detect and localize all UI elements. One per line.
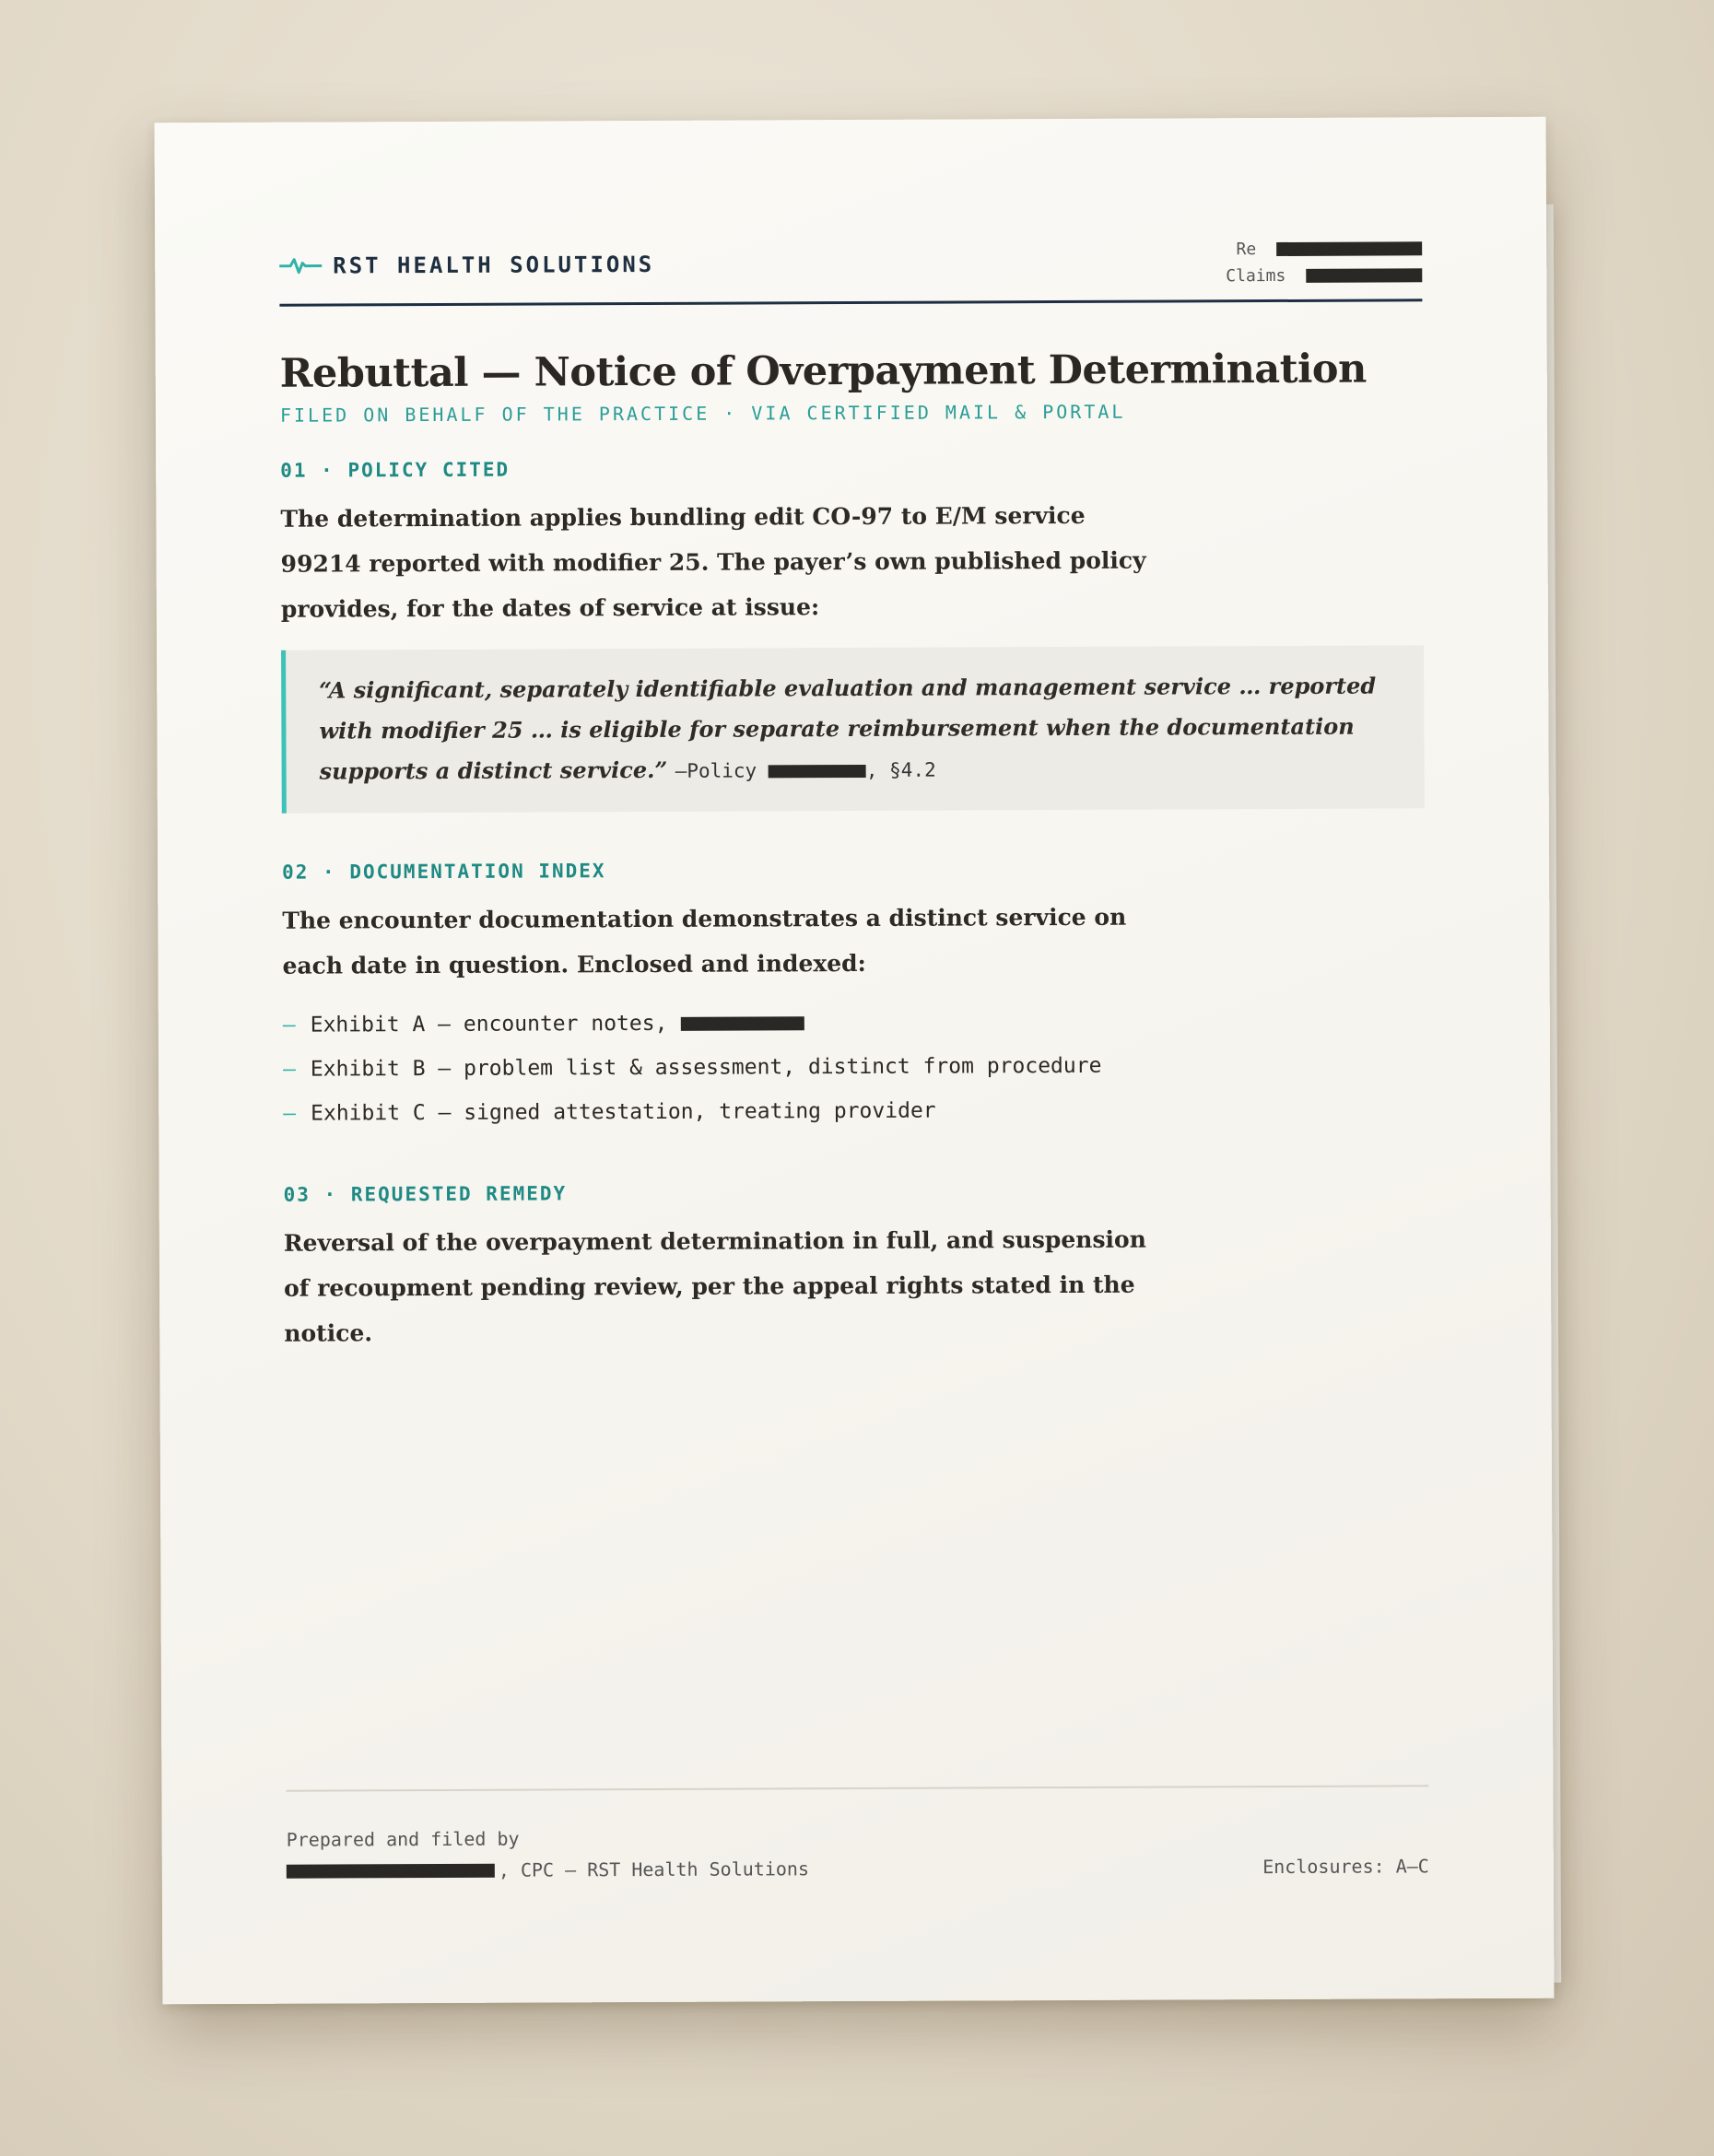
re-label: Re	[1236, 240, 1257, 260]
letter-footer	[286, 1785, 1428, 1881]
document-subtitle: FILED ON BEHALF OF THE PRACTICE · VIA CERTIFIED MAIL & PORTAL	[279, 400, 1126, 427]
signer-credentials: , CPC — RST Health Solutions	[498, 1857, 810, 1881]
claims-label: Claims	[1226, 265, 1286, 287]
list-item	[283, 1042, 1426, 1091]
prepared-by-label: Prepared and filed by	[286, 1827, 520, 1851]
policy-quote	[281, 645, 1425, 813]
section-heading: 01 · POLICY CITED	[280, 458, 511, 482]
exhibit-label: Exhibit B — problem list & assessment, distinct from procedure	[310, 1053, 1102, 1082]
redaction-bar	[769, 765, 866, 778]
section-heading: 03 · REQUESTED REMEDY	[283, 1182, 568, 1206]
letterhead	[279, 228, 1422, 306]
reference-block	[1226, 239, 1422, 286]
heartbeat-icon	[279, 256, 322, 276]
exhibit-list	[283, 998, 1426, 1135]
brand	[279, 252, 654, 279]
list-item	[283, 1086, 1426, 1135]
section-policy-cited	[280, 454, 1425, 813]
redaction-bar	[1276, 241, 1422, 256]
signer-line	[287, 1857, 809, 1881]
claims-row	[1226, 265, 1422, 286]
list-item	[283, 998, 1426, 1047]
dash-bullet: –	[282, 1013, 296, 1037]
section-documentation-index	[282, 856, 1426, 1135]
exhibit-label: Exhibit A — encounter notes,	[310, 1011, 668, 1037]
section-body: The encounter documentation demonstrates a distinct service on each date in question. Enclosed and indexed:	[282, 903, 1127, 979]
document-title: Rebuttal — Notice of Overpayment Determination	[279, 346, 1367, 397]
citation-suffix: , §4.2	[865, 758, 936, 781]
dash-bullet: –	[283, 1101, 297, 1126]
redaction-bar	[287, 1863, 495, 1878]
quote-citation	[675, 759, 936, 782]
section-heading: 02 · DOCUMENTATION INDEX	[282, 860, 606, 884]
exhibit-label: Exhibit C — signed attestation, treating provider	[311, 1098, 936, 1126]
dash-bullet: –	[282, 1057, 296, 1082]
reference-row	[1236, 239, 1422, 259]
redaction-bar	[1306, 268, 1422, 283]
document-sheet	[155, 117, 1555, 2005]
enclosures-note: Enclosures: A–C	[1262, 1855, 1429, 1879]
section-body: The determination applies bundling edit CO-97 to E/M service 99214 reported with modifier 25. The payer’s own published policy provides, for the dates of service at issue:	[280, 501, 1146, 623]
citation-prefix: —Policy	[675, 759, 757, 782]
brand-name: RST HEALTH SOLUTIONS	[333, 251, 655, 279]
redaction-bar	[680, 1016, 804, 1031]
signature-block	[287, 1826, 809, 1881]
letter-body	[279, 228, 1426, 1355]
quote-text: “A significant, separately identifiable evaluation and management service … reported with modifier 25 … is eligible for separate reimbursement when the documentation supports a distinct service.”	[319, 672, 1377, 785]
section-requested-remedy	[284, 1178, 1427, 1355]
section-body: Reversal of the overpayment determination in full, and suspension of recoupment pending review, per the appeal rights stated in the notice.	[283, 1225, 1146, 1347]
